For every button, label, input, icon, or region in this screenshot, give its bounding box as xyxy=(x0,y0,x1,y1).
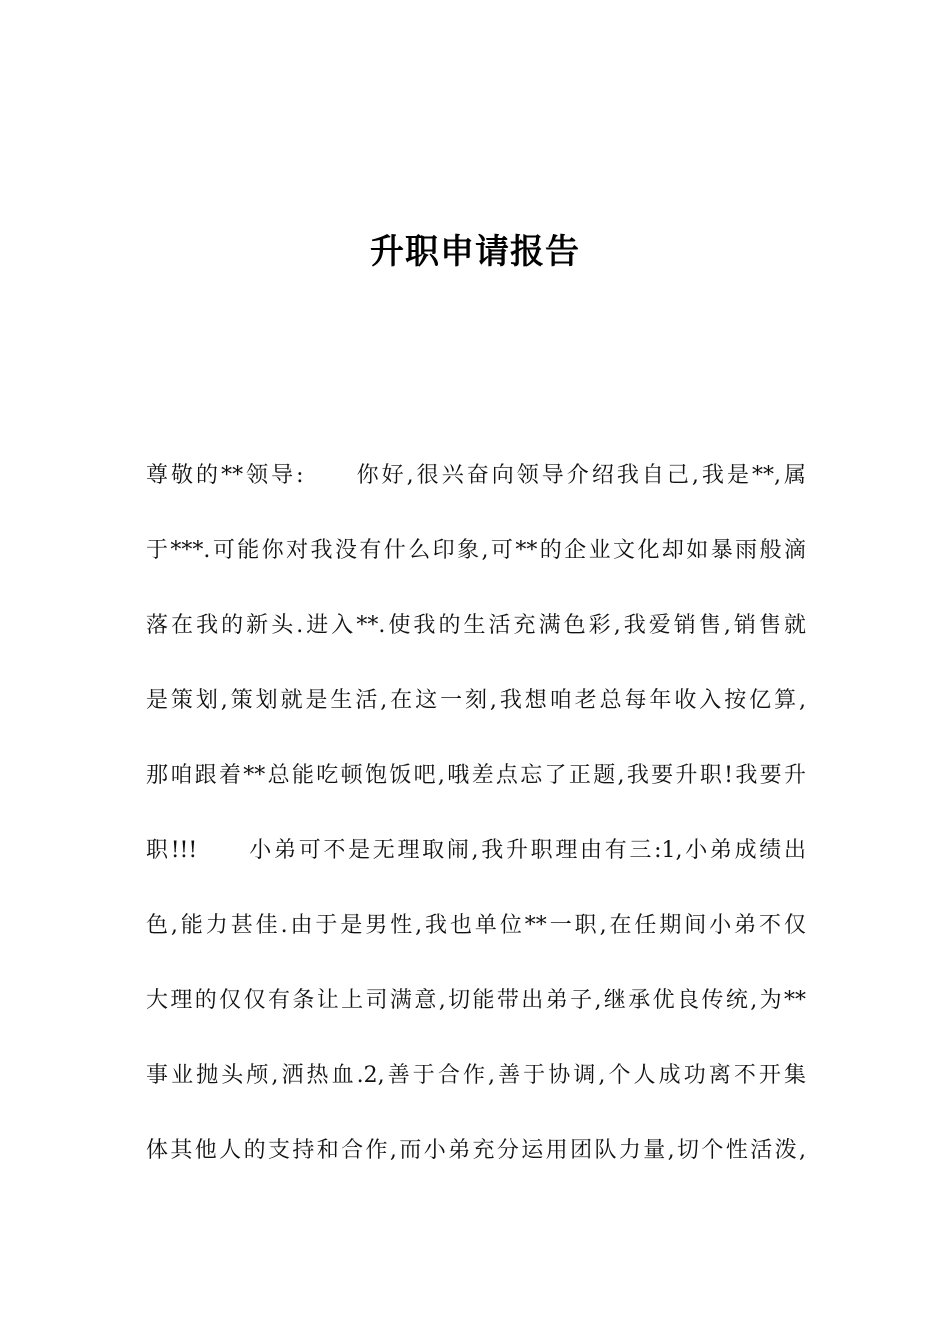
body-line: 色,能力甚佳.由于是男性,我也单位**一职,在任期间小弟不仅 xyxy=(146,913,806,938)
body-line: 是策划,策划就是生活,在这一刻,我想咱老总每年收入按亿算, xyxy=(146,688,806,713)
body-line: 尊敬的**领导: 你好,很兴奋向领导介绍我自己,我是**,属 xyxy=(146,463,806,488)
body-line: 落在我的新头.进入**.使我的生活充满色彩,我爱销售,销售就 xyxy=(146,613,806,638)
document-body xyxy=(146,458,806,1208)
body-line: 大理的仅仅有条让上司满意,切能带出弟子,继承优良传统,为** xyxy=(146,988,806,1013)
body-line: 事业抛头颅,洒热血.2,善于合作,善于协调,个人成功离不开集 xyxy=(146,1063,806,1088)
body-line: 体其他人的支持和合作,而小弟充分运用团队力量,切个性活泼, xyxy=(146,1138,806,1163)
body-line: 职!!! 小弟可不是无理取闹,我升职理由有三:1,小弟成绩出 xyxy=(146,838,806,863)
document-title: 升职申请报告 xyxy=(370,232,580,272)
body-line: 于***.可能你对我没有什么印象,可**的企业文化却如暴雨般滴 xyxy=(146,538,806,563)
body-line: 那咱跟着**总能吃顿饱饭吧,哦差点忘了正题,我要升职!我要升 xyxy=(146,763,806,788)
